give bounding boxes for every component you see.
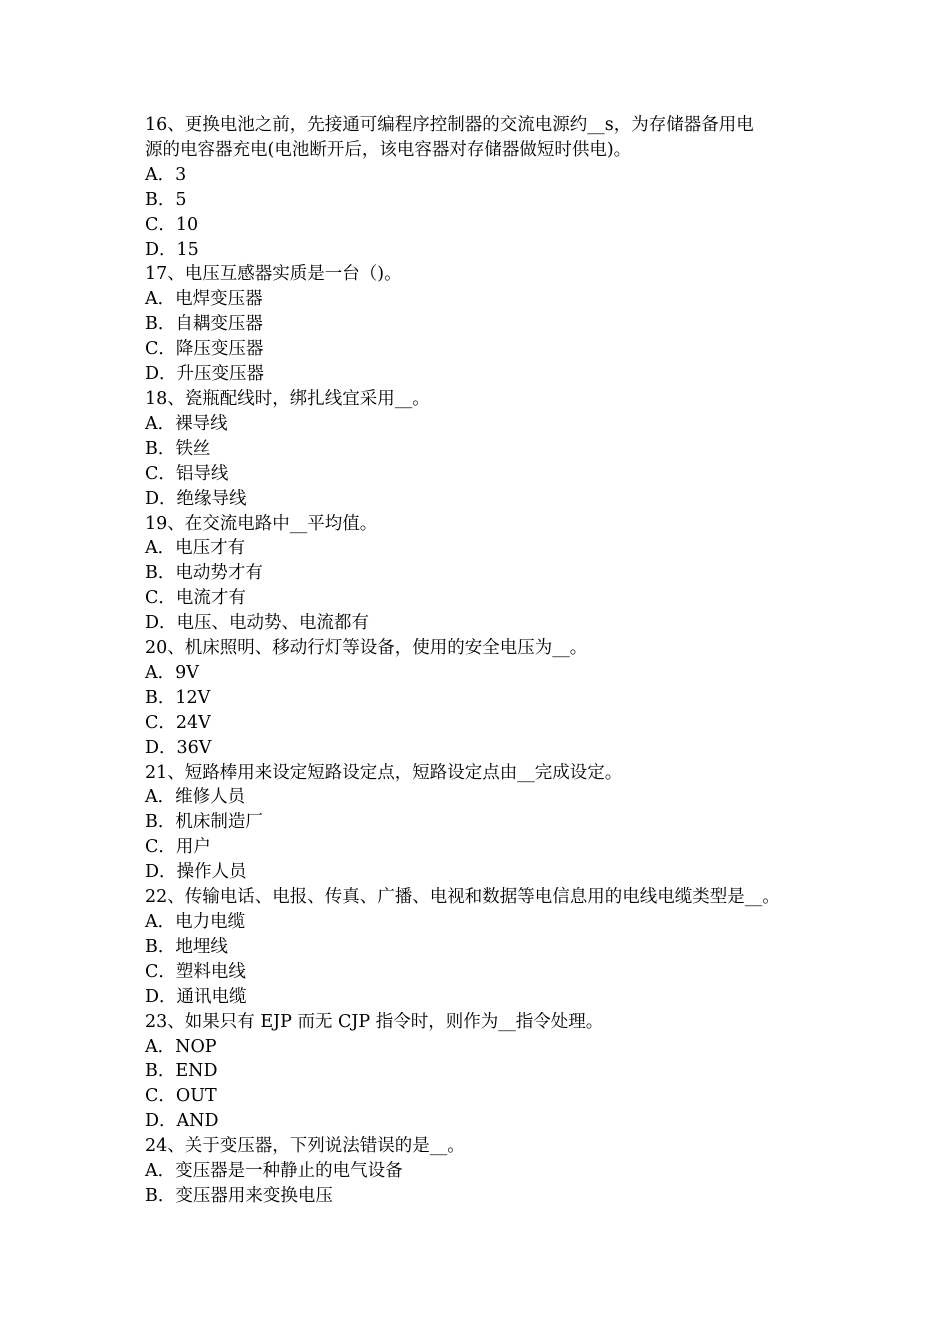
question-16 [145, 113, 825, 262]
option-a: A．NOP [145, 1036, 217, 1057]
question-17 [145, 262, 825, 387]
option-d: D．升压变压器 [145, 364, 265, 385]
option-d: D．操作人员 [145, 862, 247, 883]
option-c: C．10 [145, 214, 199, 235]
question-stem: 21、短路棒用来设定短路设定点，短路设定点由__完成设定。 [145, 762, 623, 783]
option-a: A．3 [145, 164, 187, 185]
option-d: D．36V [145, 737, 212, 758]
option-d: D．绝缘导线 [145, 488, 247, 509]
option-c: C．用户 [145, 837, 211, 858]
question-23 [145, 1010, 825, 1135]
option-b: B．铁丝 [145, 438, 211, 459]
question-stem: 20、机床照明、移动行灯等设备，使用的安全电压为__。 [145, 638, 588, 659]
option-b: B．机床制造厂 [145, 812, 263, 833]
option-a: A．变压器是一种静止的电气设备 [145, 1161, 403, 1182]
option-b: B．END [145, 1061, 218, 1082]
question-stem: 17、电压互感器实质是一台（)。 [145, 264, 402, 285]
option-a: A．裸导线 [145, 413, 228, 434]
option-b: B．自耦变压器 [145, 314, 263, 335]
question-stem: 19、在交流电路中__平均值。 [145, 513, 378, 534]
question-stem: 18、瓷瓶配线时，绑扎线宜采用__。 [145, 388, 430, 409]
option-b: B．地埋线 [145, 936, 228, 957]
option-a: A．电压才有 [145, 538, 246, 559]
question-stem: 23、如果只有 EJP 而无 CJP 指令时，则作为__指令处理。 [145, 1011, 604, 1032]
question-20 [145, 636, 825, 761]
question-stem: 源的电容器充电(电池断开后，该电容器对存储器做短时供电)。 [145, 139, 632, 160]
option-c: C．塑料电线 [145, 961, 246, 982]
option-b: B．5 [145, 189, 187, 210]
question-18 [145, 387, 825, 512]
option-c: C．铝导线 [145, 463, 229, 484]
option-c: C．OUT [145, 1086, 217, 1107]
question-stem: 16、更换电池之前，先接通可编程序控制器的交流电源约__s，为存储器备用电 [145, 115, 754, 135]
option-a: A．维修人员 [145, 787, 246, 808]
question-stem: 22、传输电话、电报、传真、广播、电视和数据等电信息用的电线电缆类型是__。 [145, 887, 780, 908]
option-a: A．电力电缆 [145, 912, 246, 932]
option-a: A．9V [145, 662, 199, 683]
option-a: A．电焊变压器 [145, 289, 263, 310]
option-b: B．12V [145, 687, 211, 708]
option-b: B．变压器用来变换电压 [145, 1185, 333, 1206]
question-19 [145, 512, 825, 637]
option-c: C．降压变压器 [145, 339, 264, 360]
option-c: C．电流才有 [145, 588, 246, 609]
document-page [145, 113, 825, 1209]
question-stem: 24、关于变压器，下列说法错误的是__。 [145, 1136, 465, 1157]
question-22 [145, 885, 825, 1010]
option-d: D．通讯电缆 [145, 986, 247, 1007]
option-d: D．15 [145, 239, 199, 260]
question-21 [145, 761, 825, 886]
option-d: D．AND [145, 1111, 219, 1132]
option-c: C．24V [145, 712, 211, 733]
question-24 [145, 1134, 825, 1209]
option-d: D．电压、电动势、电流都有 [145, 613, 370, 634]
option-b: B．电动势才有 [145, 563, 263, 584]
